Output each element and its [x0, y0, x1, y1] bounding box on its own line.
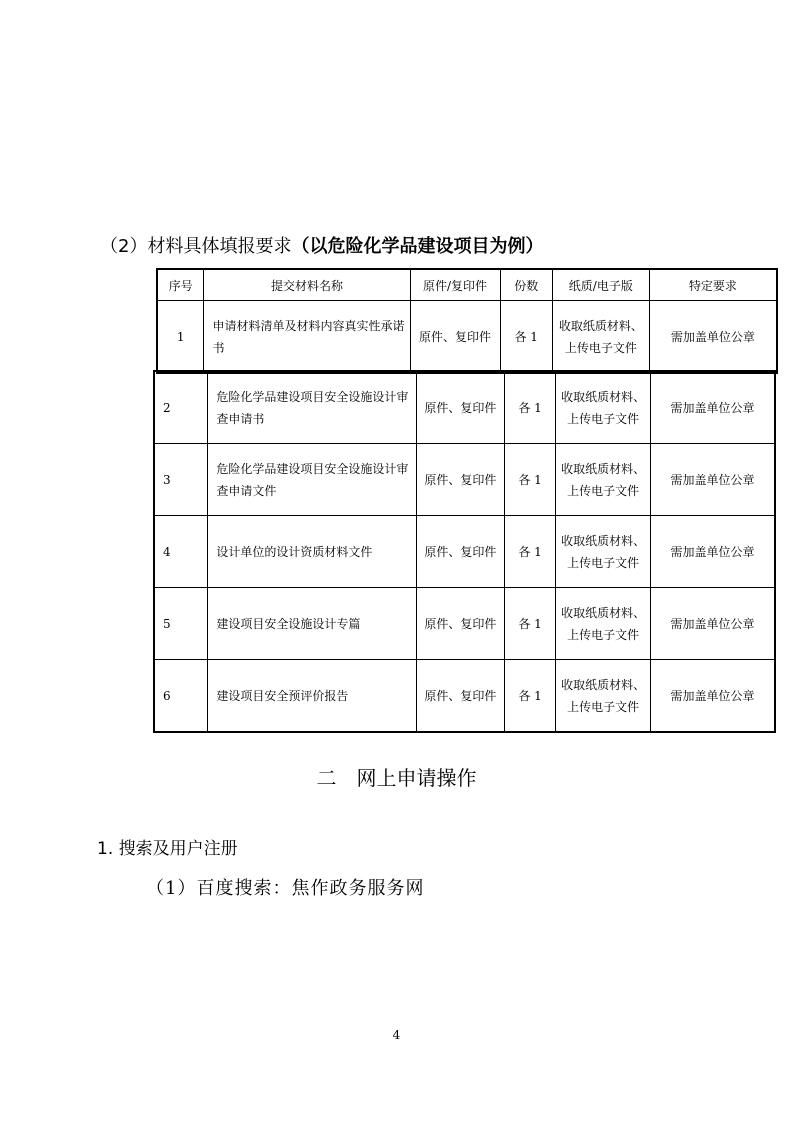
cell-name [208, 444, 416, 516]
cell-paper [552, 301, 649, 374]
paragraph: （1）百度搜索：焦作政务服务网 [146, 878, 425, 899]
cell-paper-line2: 上传电子文件 [567, 699, 640, 714]
table-row [154, 371, 775, 444]
sub-heading: 1. 搜索及用户注册 [97, 839, 238, 859]
table-row [154, 588, 775, 660]
table-row [157, 301, 777, 374]
cell-count: 各 1 [504, 371, 555, 444]
header-requirement: 特定要求 [649, 269, 777, 301]
section-heading-prefix: （2）材料具体填报要求 [100, 236, 292, 257]
header-count: 份数 [500, 269, 552, 301]
cell-paper-line1: 收取纸质材料、 [561, 605, 646, 620]
cell-paper [556, 371, 651, 444]
cell-no: 5 [154, 588, 208, 660]
header-name: 提交材料名称 [204, 269, 410, 301]
cell-paper-line1: 收取纸质材料、 [558, 318, 643, 333]
cell-original: 原件、复印件 [410, 301, 500, 374]
cell-paper-line1: 收取纸质材料、 [561, 389, 646, 404]
chapter-number: 二 [316, 766, 337, 790]
header-paper: 纸质/电子版 [552, 269, 649, 301]
cell-paper-line2: 上传电子文件 [567, 627, 640, 642]
cell-paper-line1: 收取纸质材料、 [561, 461, 646, 476]
materials-table [153, 370, 776, 733]
cell-paper-line2: 上传电子文件 [567, 411, 640, 426]
cell-original: 原件、复印件 [416, 371, 504, 444]
cell-paper-line1: 收取纸质材料、 [561, 677, 646, 692]
cell-paper [556, 660, 651, 733]
cell-original: 原件、复印件 [416, 444, 504, 516]
cell-no: 1 [157, 301, 204, 374]
cell-requirement: 需加盖单位公章 [650, 660, 775, 733]
cell-count: 各 1 [504, 516, 555, 588]
cell-paper-line2: 上传电子文件 [567, 555, 640, 570]
cell-no: 2 [154, 371, 208, 444]
cell-name: 建设项目安全设施设计专篇 [208, 588, 416, 660]
cell-paper [556, 444, 651, 516]
chapter-heading [0, 762, 793, 791]
header-original: 原件/复印件 [410, 269, 500, 301]
table-row [154, 660, 775, 733]
cell-no: 4 [154, 516, 208, 588]
table-row [154, 516, 775, 588]
cell-paper-line1: 收取纸质材料、 [561, 533, 646, 548]
cell-name-line1: 申请材料清单及材料内容真实性承诺 [212, 318, 405, 333]
cell-name: 设计单位的设计资质材料文件 [208, 516, 416, 588]
cell-original: 原件、复印件 [416, 588, 504, 660]
cell-paper-line2: 上传电子文件 [567, 483, 640, 498]
cell-requirement: 需加盖单位公章 [650, 588, 775, 660]
cell-count: 各 1 [504, 444, 555, 516]
cell-name [204, 301, 410, 374]
cell-name: 建设项目安全预评价报告 [208, 660, 416, 733]
cell-count: 各 1 [504, 660, 555, 733]
table-header-row [157, 269, 777, 301]
cell-name [208, 371, 416, 444]
cell-name-line1: 危险化学品建设项目安全设施设计审 [216, 389, 409, 404]
cell-paper-line2: 上传电子文件 [564, 340, 637, 355]
header-no: 序号 [157, 269, 204, 301]
cell-original: 原件、复印件 [416, 516, 504, 588]
section-heading-bold: （以危险化学品建设项目为例） [291, 236, 544, 257]
materials-table-header [156, 268, 778, 374]
section-heading [100, 232, 543, 258]
cell-count: 各 1 [500, 301, 552, 374]
cell-requirement: 需加盖单位公章 [649, 301, 777, 374]
cell-requirement: 需加盖单位公章 [650, 516, 775, 588]
chapter-title: 网上申请操作 [356, 766, 477, 790]
cell-count: 各 1 [504, 588, 555, 660]
cell-no: 3 [154, 444, 208, 516]
cell-requirement: 需加盖单位公章 [650, 371, 775, 444]
cell-name-line1: 危险化学品建设项目安全设施设计审 [216, 461, 409, 476]
table-row [154, 444, 775, 516]
cell-name-line2: 查申请文件 [216, 483, 277, 498]
page-number: 4 [392, 1028, 401, 1042]
cell-no: 6 [154, 660, 208, 733]
cell-paper [556, 588, 651, 660]
cell-original: 原件、复印件 [416, 660, 504, 733]
cell-name-line2: 查申请书 [216, 411, 265, 426]
cell-paper [556, 516, 651, 588]
cell-requirement: 需加盖单位公章 [650, 444, 775, 516]
cell-name-line2: 书 [212, 340, 225, 355]
